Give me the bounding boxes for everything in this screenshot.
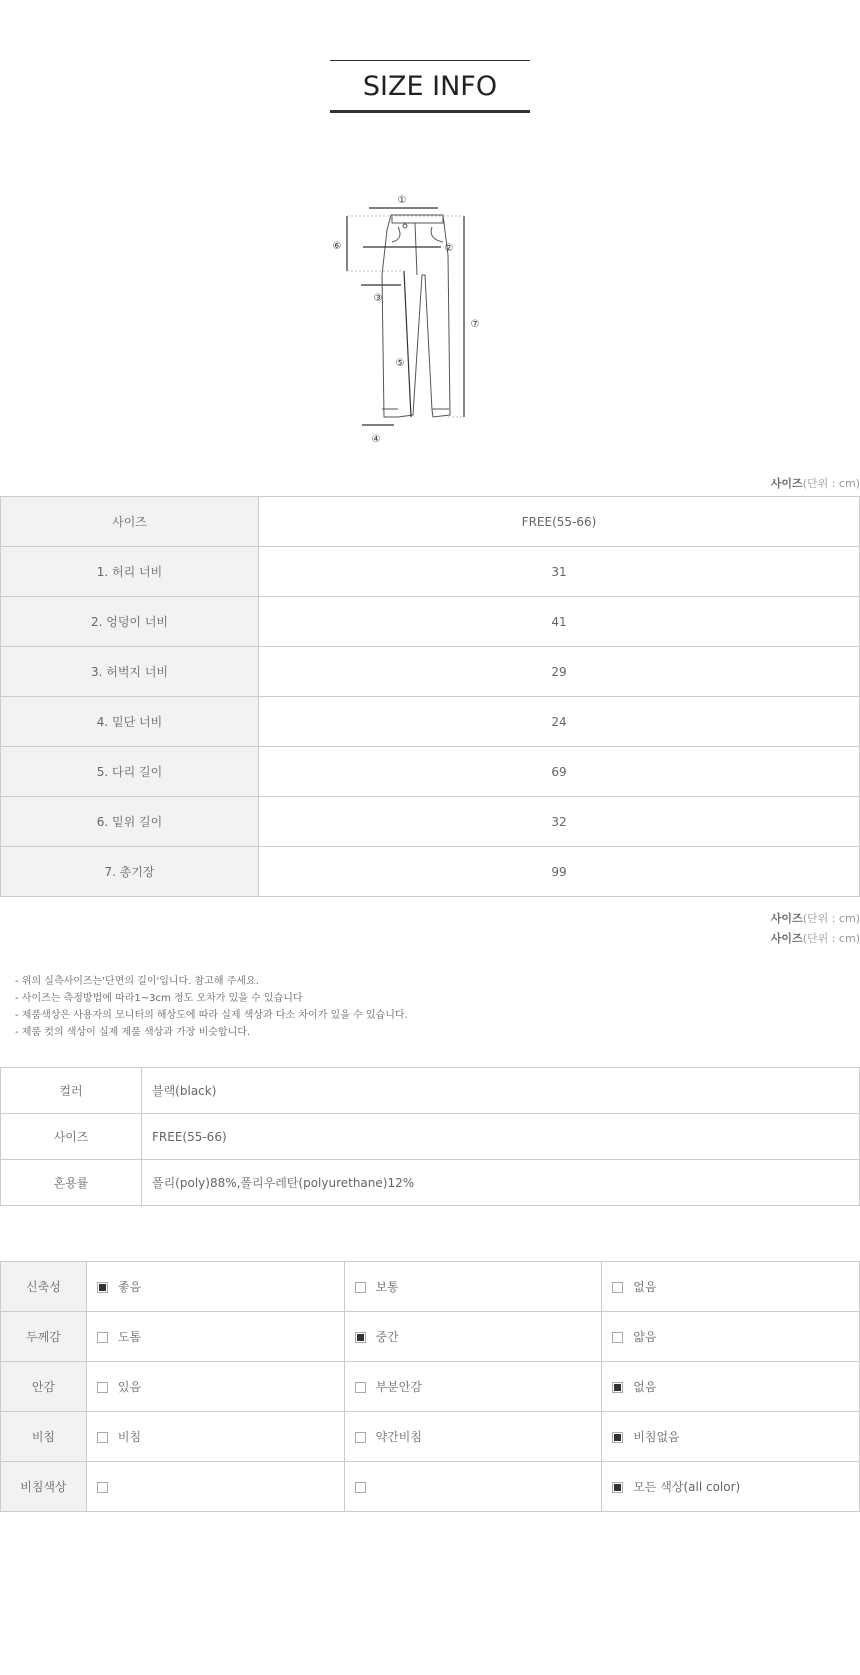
unchecked-box-icon [355, 1482, 366, 1493]
feature-option [86, 1462, 344, 1512]
feature-option-label: 얇음 [633, 1330, 657, 1344]
product-info-table [0, 1067, 860, 1206]
unchecked-box-icon [612, 1332, 623, 1343]
measure-line-leg [404, 271, 411, 417]
feature-label: 비침색상 [1, 1462, 87, 1512]
table-row [1, 1114, 860, 1160]
checked-box-icon [612, 1432, 623, 1443]
feature-option-label: 없음 [633, 1380, 657, 1394]
row-value: 41 [259, 597, 860, 647]
feature-option-label: 좋음 [117, 1280, 142, 1294]
feature-option-label: 모든 색상(all color) [633, 1480, 741, 1494]
feature-option-label: 중간 [375, 1330, 399, 1344]
unit-label: 사이즈(단위 : cm) [770, 912, 860, 925]
row-value: 24 [259, 697, 860, 747]
feature-option-label: 보통 [375, 1280, 399, 1294]
row-value: 32 [259, 797, 860, 847]
fabric-features-table [0, 1261, 860, 1512]
note-item: - 제품색상은 사용자의 모니터의 해상도에 따라 실제 색상과 다소 차이가 있을 수 있습니다. [15, 1010, 408, 1021]
unchecked-box-icon [97, 1482, 108, 1493]
size-header-label: 사이즈 [1, 497, 259, 547]
table-row [1, 697, 860, 747]
feature-label: 두께감 [1, 1312, 87, 1362]
table-row [1, 747, 860, 797]
note-item: - 위의 실측사이즈는'단면의 길이'입니다. 참고해 주세요. [15, 976, 259, 987]
feature-option [344, 1462, 602, 1512]
feature-option [602, 1262, 860, 1312]
feature-option-label: 비침 [117, 1430, 142, 1444]
feature-option [344, 1362, 602, 1412]
feature-label: 신축성 [1, 1262, 87, 1312]
marker-5: ⑤ [395, 358, 405, 369]
marker-2: ② [444, 243, 454, 254]
feature-row [1, 1312, 860, 1362]
row-value: 29 [259, 647, 860, 697]
unit-label: 사이즈(단위 : cm) [770, 932, 860, 945]
feature-option [86, 1412, 344, 1462]
feature-option-label: 없음 [633, 1280, 657, 1294]
table-row [1, 547, 860, 597]
table-row [1, 847, 860, 897]
feature-option-label: 도톰 [117, 1330, 142, 1344]
feature-row [1, 1412, 860, 1462]
row-label: 1. 허리 너비 [1, 547, 259, 597]
info-value: 블랙(black) [142, 1068, 860, 1114]
row-label: 5. 다리 길이 [1, 747, 259, 797]
feature-option [602, 1462, 860, 1512]
feature-option-label: 부분안감 [375, 1380, 422, 1394]
info-value: FREE(55-66) [142, 1114, 860, 1160]
unchecked-box-icon [612, 1282, 623, 1293]
checked-box-icon [612, 1382, 623, 1393]
unchecked-box-icon [355, 1432, 366, 1443]
feature-row [1, 1262, 860, 1312]
checked-box-icon [612, 1482, 623, 1493]
pants-measurement-diagram [332, 185, 520, 460]
row-label: 4. 밑단 너비 [1, 697, 259, 747]
info-value: 폴리(poly)88%,폴리우레탄(polyurethane)12% [142, 1160, 860, 1206]
row-label: 7. 총기장 [1, 847, 259, 897]
unit-label: 사이즈(단위 : cm) [770, 477, 860, 490]
feature-row [1, 1462, 860, 1512]
unchecked-box-icon [97, 1432, 108, 1443]
feature-option [602, 1362, 860, 1412]
unchecked-box-icon [97, 1382, 108, 1393]
checked-box-icon [355, 1332, 366, 1343]
feature-option [602, 1412, 860, 1462]
unchecked-box-icon [355, 1382, 366, 1393]
unchecked-box-icon [355, 1282, 366, 1293]
marker-3: ③ [373, 293, 383, 304]
feature-row [1, 1362, 860, 1412]
table-row [1, 797, 860, 847]
size-header-value: FREE(55-66) [259, 497, 860, 547]
row-value: 99 [259, 847, 860, 897]
row-value: 69 [259, 747, 860, 797]
row-label: 6. 밑위 길이 [1, 797, 259, 847]
row-label: 2. 엉덩이 너비 [1, 597, 259, 647]
table-row [1, 597, 860, 647]
size-table [0, 496, 860, 897]
feature-option [602, 1312, 860, 1362]
feature-option [344, 1412, 602, 1462]
page-title: SIZE INFO [362, 71, 498, 102]
row-value: 31 [259, 547, 860, 597]
feature-label: 안감 [1, 1362, 87, 1412]
marker-1: ① [397, 195, 407, 206]
feature-option [344, 1262, 602, 1312]
size-info-header [330, 60, 530, 113]
feature-option-label: 약간비침 [375, 1430, 422, 1444]
marker-7: ⑦ [470, 319, 480, 330]
table-row [1, 1160, 860, 1206]
feature-option-label: 비침없음 [633, 1430, 680, 1444]
info-label: 사이즈 [1, 1114, 142, 1160]
feature-option [344, 1312, 602, 1362]
table-row [1, 1068, 860, 1114]
note-item: - 제품 컷의 색상이 실제 제품 색상과 가장 비슷합니다. [15, 1027, 251, 1038]
feature-option [86, 1312, 344, 1362]
table-row [1, 647, 860, 697]
note-item: - 사이즈는 측정방법에 따라1~3cm 정도 오차가 있을 수 있습니다 [15, 993, 303, 1004]
marker-6: ⑥ [332, 241, 342, 252]
info-label: 컬러 [1, 1068, 142, 1114]
info-label: 혼용률 [1, 1160, 142, 1206]
feature-option [86, 1262, 344, 1312]
row-label: 3. 허벅지 너비 [1, 647, 259, 697]
feature-label: 비침 [1, 1412, 87, 1462]
feature-option-label: 있음 [117, 1380, 142, 1394]
feature-option [86, 1362, 344, 1412]
unchecked-box-icon [97, 1332, 108, 1343]
checked-box-icon [97, 1282, 108, 1293]
notes-list [15, 973, 408, 1041]
table-header-row [1, 497, 860, 547]
marker-4: ④ [371, 434, 381, 445]
title-bottom-rule [330, 110, 530, 113]
